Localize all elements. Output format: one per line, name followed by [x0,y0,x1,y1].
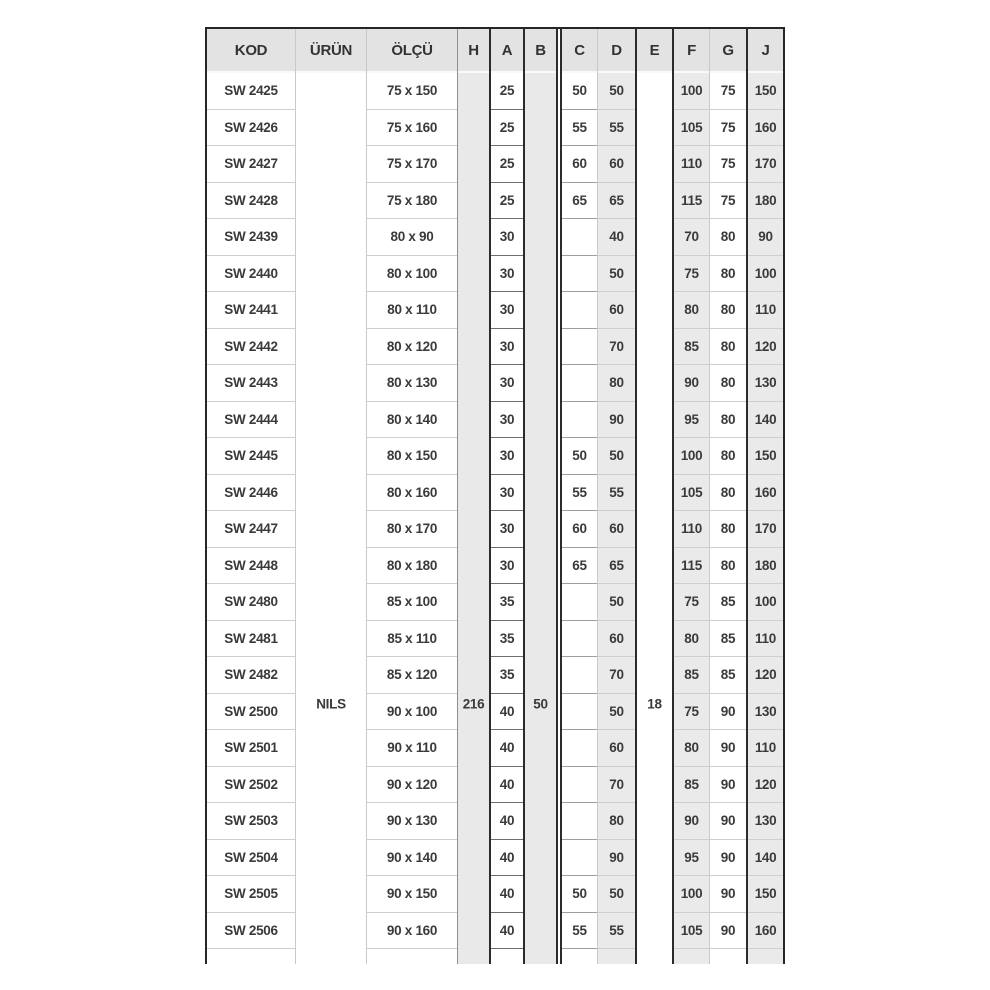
d-cell: 90 [598,840,635,877]
a-cell: 40 [491,876,523,913]
column-j [746,29,783,964]
d-cell: 90 [598,402,635,439]
header-olcu: ÖLÇÜ [367,29,457,73]
j-cell: 130 [748,365,783,402]
d-cell: 60 [598,621,635,658]
merged-value-b: 50 [533,696,548,712]
d-cell: 50 [598,694,635,731]
j-cell: 180 [748,548,783,585]
g-cell: 80 [710,219,746,256]
j-cell: 120 [748,767,783,804]
footer-band [207,949,295,964]
olcu-cell: 75 x 160 [367,110,457,147]
a-cell: 40 [491,694,523,731]
c-cell: 65 [562,548,597,585]
olcu-cell: 90 x 120 [367,767,457,804]
f-cell: 70 [674,219,709,256]
a-cell: 25 [491,73,523,110]
column-kod [207,29,295,964]
kod-cell: SW 2448 [207,548,295,585]
g-cell: 80 [710,475,746,512]
j-cell: 160 [748,110,783,147]
d-cell: 60 [598,292,635,329]
kod-cell: SW 2501 [207,730,295,767]
g-cell: 90 [710,876,746,913]
d-cell: 55 [598,110,635,147]
a-cell: 40 [491,730,523,767]
column-g [709,29,746,964]
d-cell: 50 [598,584,635,621]
footer-band [562,949,597,964]
olcu-cell: 75 x 180 [367,183,457,220]
f-cell: 110 [674,511,709,548]
c-cell: 50 [562,438,597,475]
kod-cell: SW 2504 [207,840,295,877]
olcu-cell: 80 x 90 [367,219,457,256]
kod-cell: SW 2506 [207,913,295,950]
j-cell: 130 [748,694,783,731]
j-cell: 140 [748,840,783,877]
f-cell: 100 [674,73,709,110]
a-cell: 35 [491,584,523,621]
olcu-cell: 90 x 100 [367,694,457,731]
g-cell: 90 [710,840,746,877]
kod-cell: SW 2426 [207,110,295,147]
g-cell: 75 [710,183,746,220]
d-cell: 60 [598,730,635,767]
olcu-cell: 80 x 140 [367,402,457,439]
a-cell: 35 [491,621,523,658]
merged-cell-urun [296,73,366,964]
olcu-cell: 85 x 110 [367,621,457,658]
c-cell: 60 [562,146,597,183]
j-cell: 90 [748,219,783,256]
column-urun [295,29,366,964]
c-cell [562,292,597,329]
d-cell: 40 [598,219,635,256]
olcu-cell: 85 x 120 [367,657,457,694]
kod-cell: SW 2500 [207,694,295,731]
c-cell [562,365,597,402]
kod-cell: SW 2502 [207,767,295,804]
f-cell: 90 [674,365,709,402]
g-cell: 80 [710,329,746,366]
header-urun: ÜRÜN [296,29,366,73]
c-cell [562,402,597,439]
d-cell: 80 [598,365,635,402]
j-cell: 120 [748,329,783,366]
d-cell: 55 [598,475,635,512]
a-cell: 40 [491,913,523,950]
c-cell: 65 [562,183,597,220]
a-cell: 30 [491,475,523,512]
j-cell: 160 [748,913,783,950]
d-cell: 80 [598,803,635,840]
f-cell: 85 [674,657,709,694]
kod-cell: SW 2439 [207,219,295,256]
c-cell [562,767,597,804]
g-cell: 80 [710,402,746,439]
c-cell [562,219,597,256]
a-cell: 30 [491,256,523,293]
merged-value-e: 18 [647,696,662,712]
j-cell: 180 [748,183,783,220]
c-cell: 60 [562,511,597,548]
header-j: J [748,29,783,73]
f-cell: 75 [674,256,709,293]
c-cell [562,256,597,293]
f-cell: 105 [674,110,709,147]
header-g: G [710,29,746,73]
g-cell: 85 [710,584,746,621]
olcu-cell: 80 x 170 [367,511,457,548]
header-b: B [525,29,556,73]
g-cell: 75 [710,146,746,183]
column-c [560,29,597,964]
d-cell: 65 [598,183,635,220]
header-h: H [458,29,489,73]
column-olcu [366,29,457,964]
g-cell: 90 [710,913,746,950]
a-cell: 40 [491,803,523,840]
kod-cell: SW 2503 [207,803,295,840]
g-cell: 75 [710,110,746,147]
kod-cell: SW 2440 [207,256,295,293]
kod-cell: SW 2443 [207,365,295,402]
f-cell: 80 [674,730,709,767]
column-f [672,29,709,964]
g-cell: 85 [710,657,746,694]
g-cell: 75 [710,73,746,110]
j-cell: 150 [748,438,783,475]
footer-band [598,949,635,964]
footer-band [491,949,523,964]
d-cell: 65 [598,548,635,585]
j-cell: 100 [748,256,783,293]
g-cell: 80 [710,511,746,548]
merged-cell-e [637,73,672,964]
a-cell: 30 [491,329,523,366]
a-cell: 30 [491,438,523,475]
j-cell: 110 [748,292,783,329]
f-cell: 85 [674,767,709,804]
g-cell: 80 [710,548,746,585]
olcu-cell: 75 x 170 [367,146,457,183]
d-cell: 50 [598,438,635,475]
olcu-cell: 80 x 120 [367,329,457,366]
c-cell [562,657,597,694]
c-cell: 55 [562,110,597,147]
g-cell: 80 [710,292,746,329]
d-cell: 50 [598,876,635,913]
c-cell [562,329,597,366]
f-cell: 85 [674,329,709,366]
g-cell: 90 [710,803,746,840]
f-cell: 115 [674,183,709,220]
footer-band [710,949,746,964]
a-cell: 25 [491,183,523,220]
kod-cell: SW 2482 [207,657,295,694]
f-cell: 90 [674,803,709,840]
d-cell: 70 [598,657,635,694]
j-cell: 160 [748,475,783,512]
kod-cell: SW 2445 [207,438,295,475]
olcu-cell: 90 x 150 [367,876,457,913]
j-cell: 170 [748,511,783,548]
kod-cell: SW 2481 [207,621,295,658]
d-cell: 60 [598,146,635,183]
header-e: E [637,29,672,73]
merged-value-urun: NILS [316,696,346,712]
merged-cell-h [458,73,489,964]
j-cell: 110 [748,621,783,658]
olcu-cell: 90 x 110 [367,730,457,767]
g-cell: 80 [710,365,746,402]
j-cell: 120 [748,657,783,694]
kod-cell: SW 2505 [207,876,295,913]
j-cell: 110 [748,730,783,767]
j-cell: 170 [748,146,783,183]
f-cell: 105 [674,913,709,950]
f-cell: 75 [674,694,709,731]
j-cell: 100 [748,584,783,621]
header-f: F [674,29,709,73]
footer-band [748,949,783,964]
merged-cell-b [525,73,556,964]
f-cell: 105 [674,475,709,512]
c-cell [562,584,597,621]
kod-cell: SW 2441 [207,292,295,329]
g-cell: 90 [710,694,746,731]
g-cell: 80 [710,256,746,293]
g-cell: 90 [710,767,746,804]
g-cell: 85 [710,621,746,658]
olcu-cell: 80 x 180 [367,548,457,585]
c-cell [562,621,597,658]
kod-cell: SW 2447 [207,511,295,548]
header-a: A [491,29,523,73]
a-cell: 25 [491,110,523,147]
f-cell: 100 [674,876,709,913]
header-d: D [598,29,635,73]
f-cell: 110 [674,146,709,183]
footer-band [367,949,457,964]
a-cell: 35 [491,657,523,694]
a-cell: 30 [491,292,523,329]
header-kod: KOD [207,29,295,73]
footer-band [674,949,709,964]
a-cell: 30 [491,548,523,585]
olcu-cell: 80 x 110 [367,292,457,329]
column-h [457,29,489,964]
olcu-cell: 80 x 150 [367,438,457,475]
olcu-cell: 80 x 130 [367,365,457,402]
d-cell: 70 [598,329,635,366]
c-cell: 55 [562,475,597,512]
j-cell: 130 [748,803,783,840]
c-cell [562,730,597,767]
kod-cell: SW 2446 [207,475,295,512]
a-cell: 25 [491,146,523,183]
f-cell: 95 [674,402,709,439]
d-cell: 70 [598,767,635,804]
olcu-cell: 90 x 160 [367,913,457,950]
f-cell: 80 [674,292,709,329]
a-cell: 30 [491,219,523,256]
d-cell: 55 [598,913,635,950]
a-cell: 30 [491,365,523,402]
f-cell: 80 [674,621,709,658]
c-cell [562,840,597,877]
kod-cell: SW 2427 [207,146,295,183]
column-b [523,29,558,964]
kod-cell: SW 2442 [207,329,295,366]
column-d [597,29,635,964]
a-cell: 30 [491,511,523,548]
olcu-cell: 80 x 160 [367,475,457,512]
g-cell: 80 [710,438,746,475]
olcu-cell: 80 x 100 [367,256,457,293]
f-cell: 75 [674,584,709,621]
column-a [489,29,523,964]
f-cell: 95 [674,840,709,877]
c-cell: 50 [562,876,597,913]
a-cell: 30 [491,402,523,439]
olcu-cell: 75 x 150 [367,73,457,110]
kod-cell: SW 2444 [207,402,295,439]
olcu-cell: 90 x 130 [367,803,457,840]
c-cell [562,694,597,731]
kod-cell: SW 2428 [207,183,295,220]
kod-cell: SW 2425 [207,73,295,110]
olcu-cell: 85 x 100 [367,584,457,621]
f-cell: 115 [674,548,709,585]
c-cell [562,803,597,840]
c-cell: 55 [562,913,597,950]
d-cell: 50 [598,73,635,110]
j-cell: 150 [748,876,783,913]
g-cell: 90 [710,730,746,767]
olcu-cell: 90 x 140 [367,840,457,877]
a-cell: 40 [491,767,523,804]
header-c: C [562,29,597,73]
f-cell: 100 [674,438,709,475]
spec-table [205,27,785,964]
d-cell: 50 [598,256,635,293]
d-cell: 60 [598,511,635,548]
c-cell: 50 [562,73,597,110]
column-e [635,29,672,964]
kod-cell: SW 2480 [207,584,295,621]
j-cell: 140 [748,402,783,439]
merged-value-h: 216 [462,696,485,712]
a-cell: 40 [491,840,523,877]
j-cell: 150 [748,73,783,110]
